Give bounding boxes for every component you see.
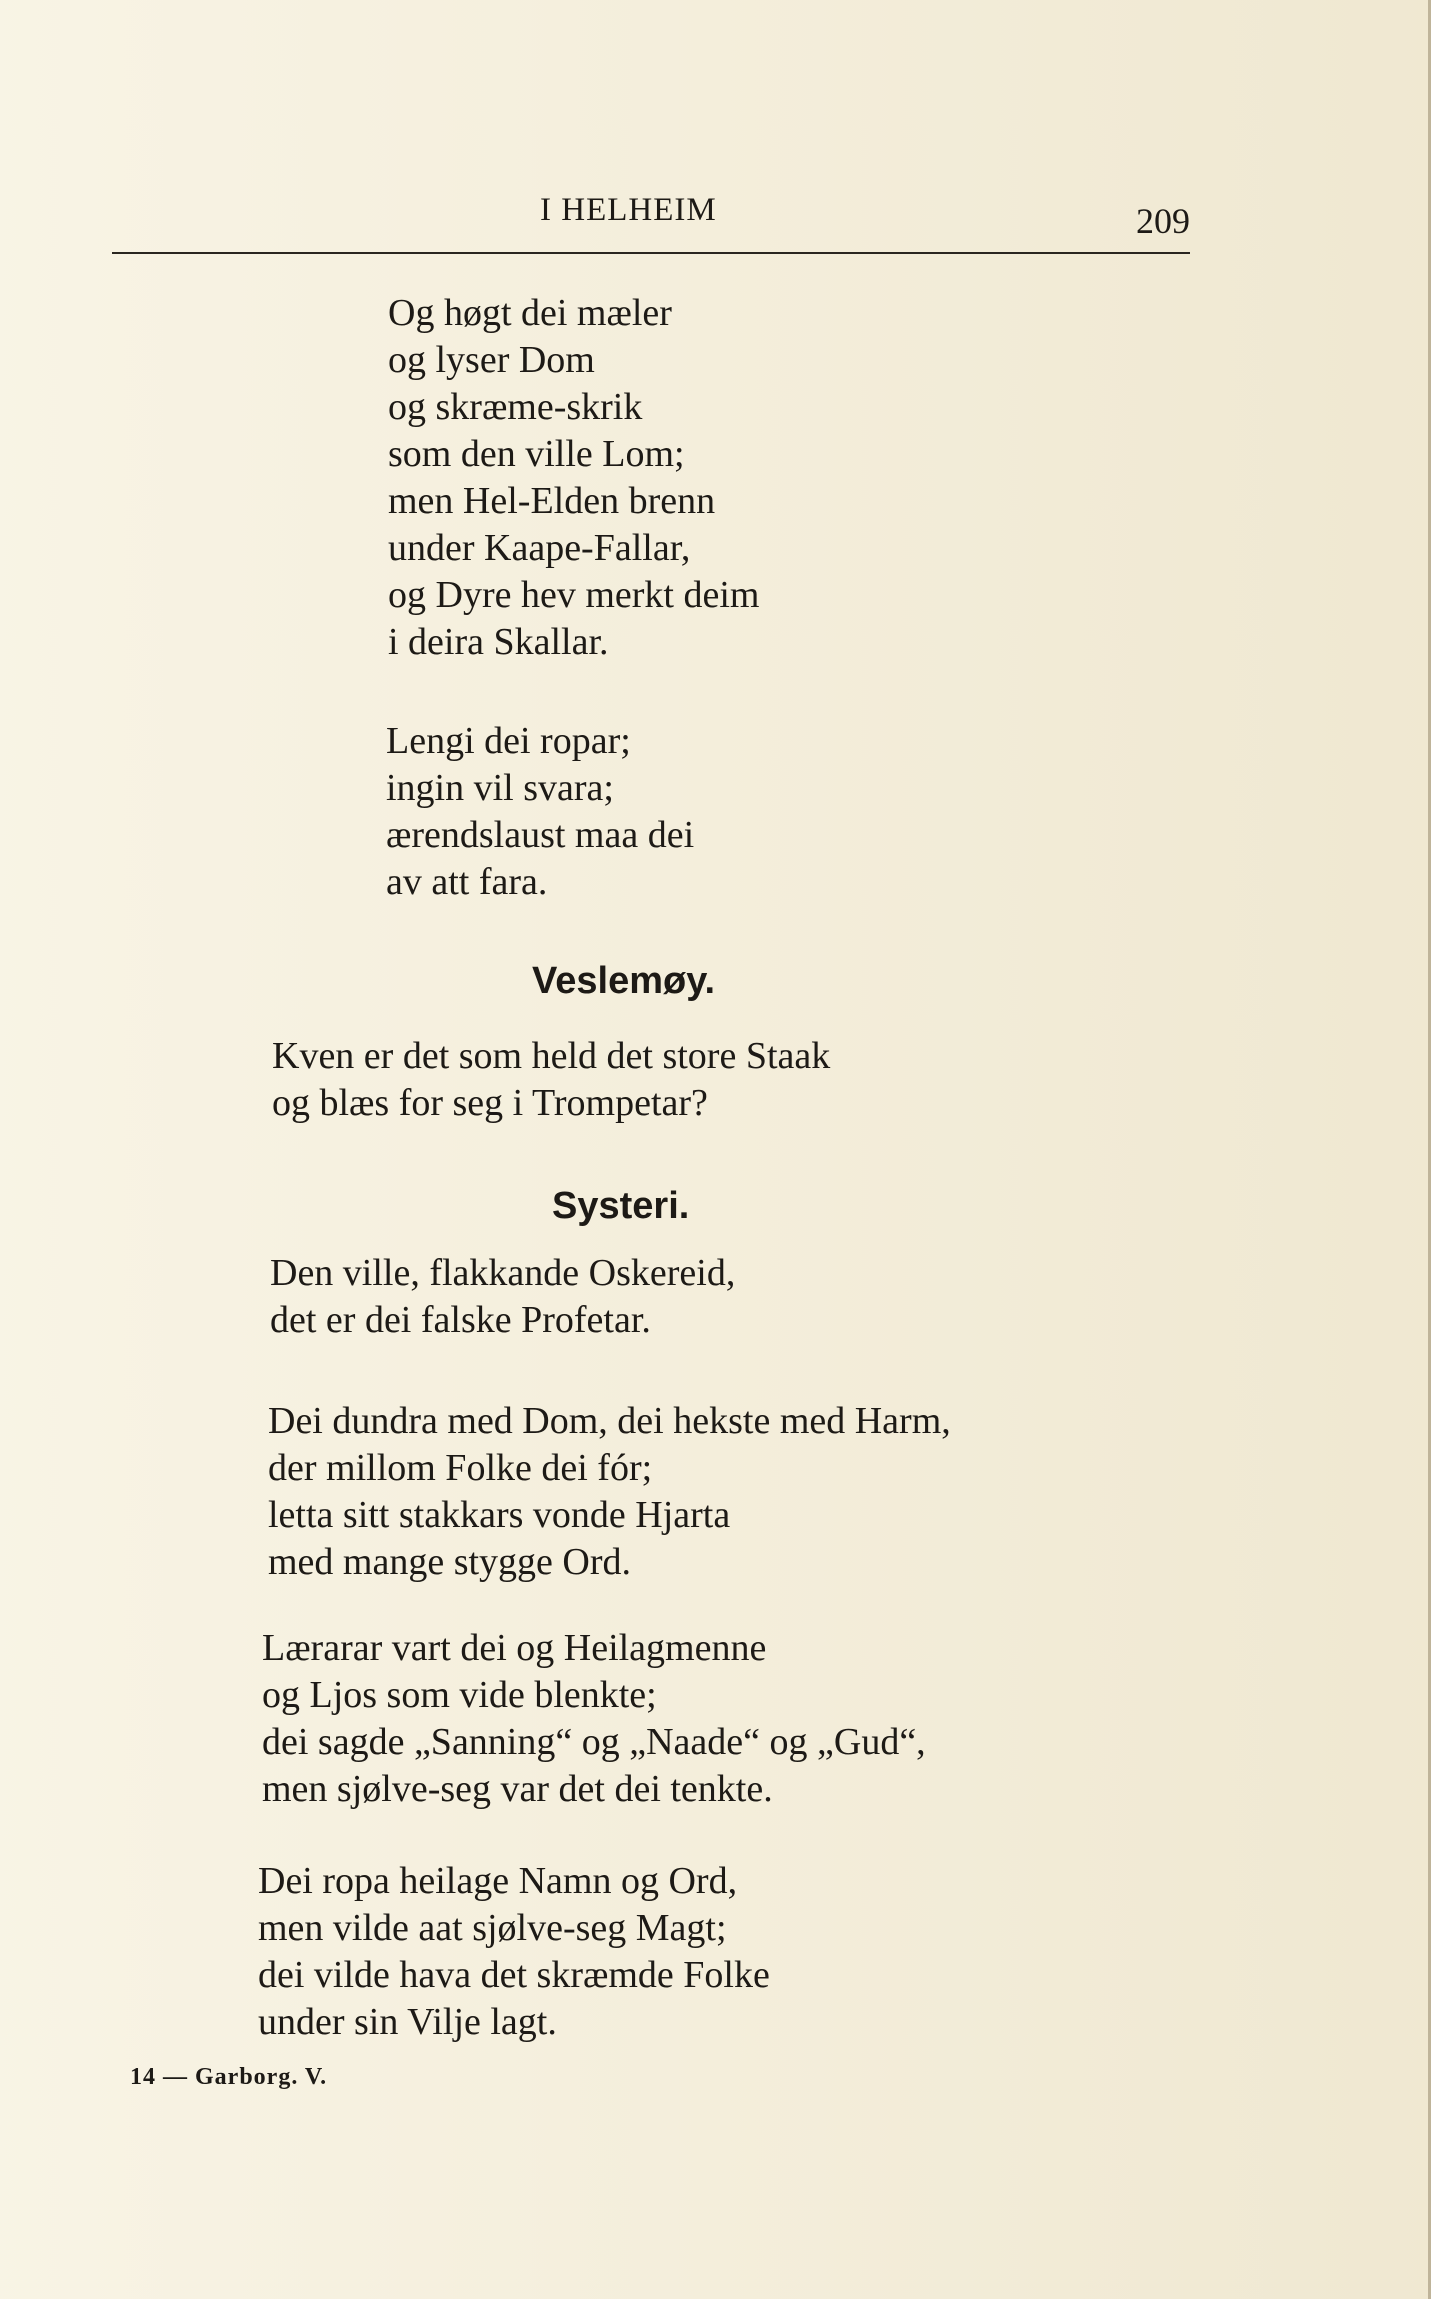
page-number: 209 [1136, 201, 1190, 241]
stanza-5 [268, 1398, 951, 1586]
verse-line: dei sagde „Sanning“ og „Naade“ og „Gud“, [262, 1721, 926, 1763]
stanza-7 [258, 1858, 770, 2046]
verse-line: og Ljos som vide blenkte; [262, 1674, 657, 1716]
stanza-1 [388, 290, 759, 666]
stanza-4 [270, 1250, 735, 1344]
page-header [112, 192, 1190, 254]
verse-line: ærendslaust maa dei [386, 814, 695, 856]
verse-line: som den ville Lom; [388, 433, 685, 475]
verse-line: men Hel-Elden brenn [388, 480, 716, 522]
verse-line: Lengi dei ropar; [386, 720, 631, 762]
verse-line: Lærarar vart dei og Heilagmenne [262, 1627, 767, 1669]
signature-mark: 14 — Garborg. V. [130, 2064, 328, 2090]
verse-line: under sin Vilje lagt. [258, 2001, 557, 2043]
verse-line: under Kaape-Fallar, [388, 527, 691, 569]
verse-line: dei vilde hava det skræmde Folke [258, 1954, 770, 1996]
verse-line: av att fara. [386, 861, 548, 903]
stanza-6 [262, 1625, 926, 1813]
verse-line: ingin vil svara; [386, 767, 614, 809]
verse-line: Og høgt dei mæler [388, 292, 672, 334]
stanza-3 [272, 1033, 830, 1127]
verse-line: det er dei falske Profetar. [270, 1299, 651, 1341]
verse-line: og lyser Dom [388, 339, 595, 381]
verse-line: og skræme-skrik [388, 386, 643, 428]
speaker-heading: Veslemøy. [532, 960, 716, 1002]
verse-line: i deira Skallar. [388, 621, 609, 663]
verse-line: og blæs for seg i Trompetar? [272, 1082, 708, 1124]
verse-line: men sjølve-seg var det dei tenkte. [262, 1768, 773, 1810]
verse-line: men vilde aat sjølve-seg Magt; [258, 1907, 727, 1949]
verse-line: Kven er det som held det store Staak [272, 1035, 831, 1077]
running-title: I HELHEIM [540, 192, 717, 228]
verse-line: Den ville, flakkande Oskereid, [270, 1252, 736, 1294]
stanza-2 [386, 718, 694, 906]
verse-line: Dei dundra med Dom, dei hekste med Harm, [268, 1400, 951, 1442]
verse-line: Dei ropa heilage Namn og Ord, [258, 1860, 738, 1902]
speaker-heading: Systeri. [552, 1185, 690, 1227]
verse-line: med mange stygge Ord. [268, 1541, 632, 1583]
verse-line: der millom Folke dei fór; [268, 1447, 653, 1489]
verse-line: og Dyre hev merkt deim [388, 574, 760, 616]
verse-line: letta sitt stakkars vonde Hjarta [268, 1494, 731, 1536]
